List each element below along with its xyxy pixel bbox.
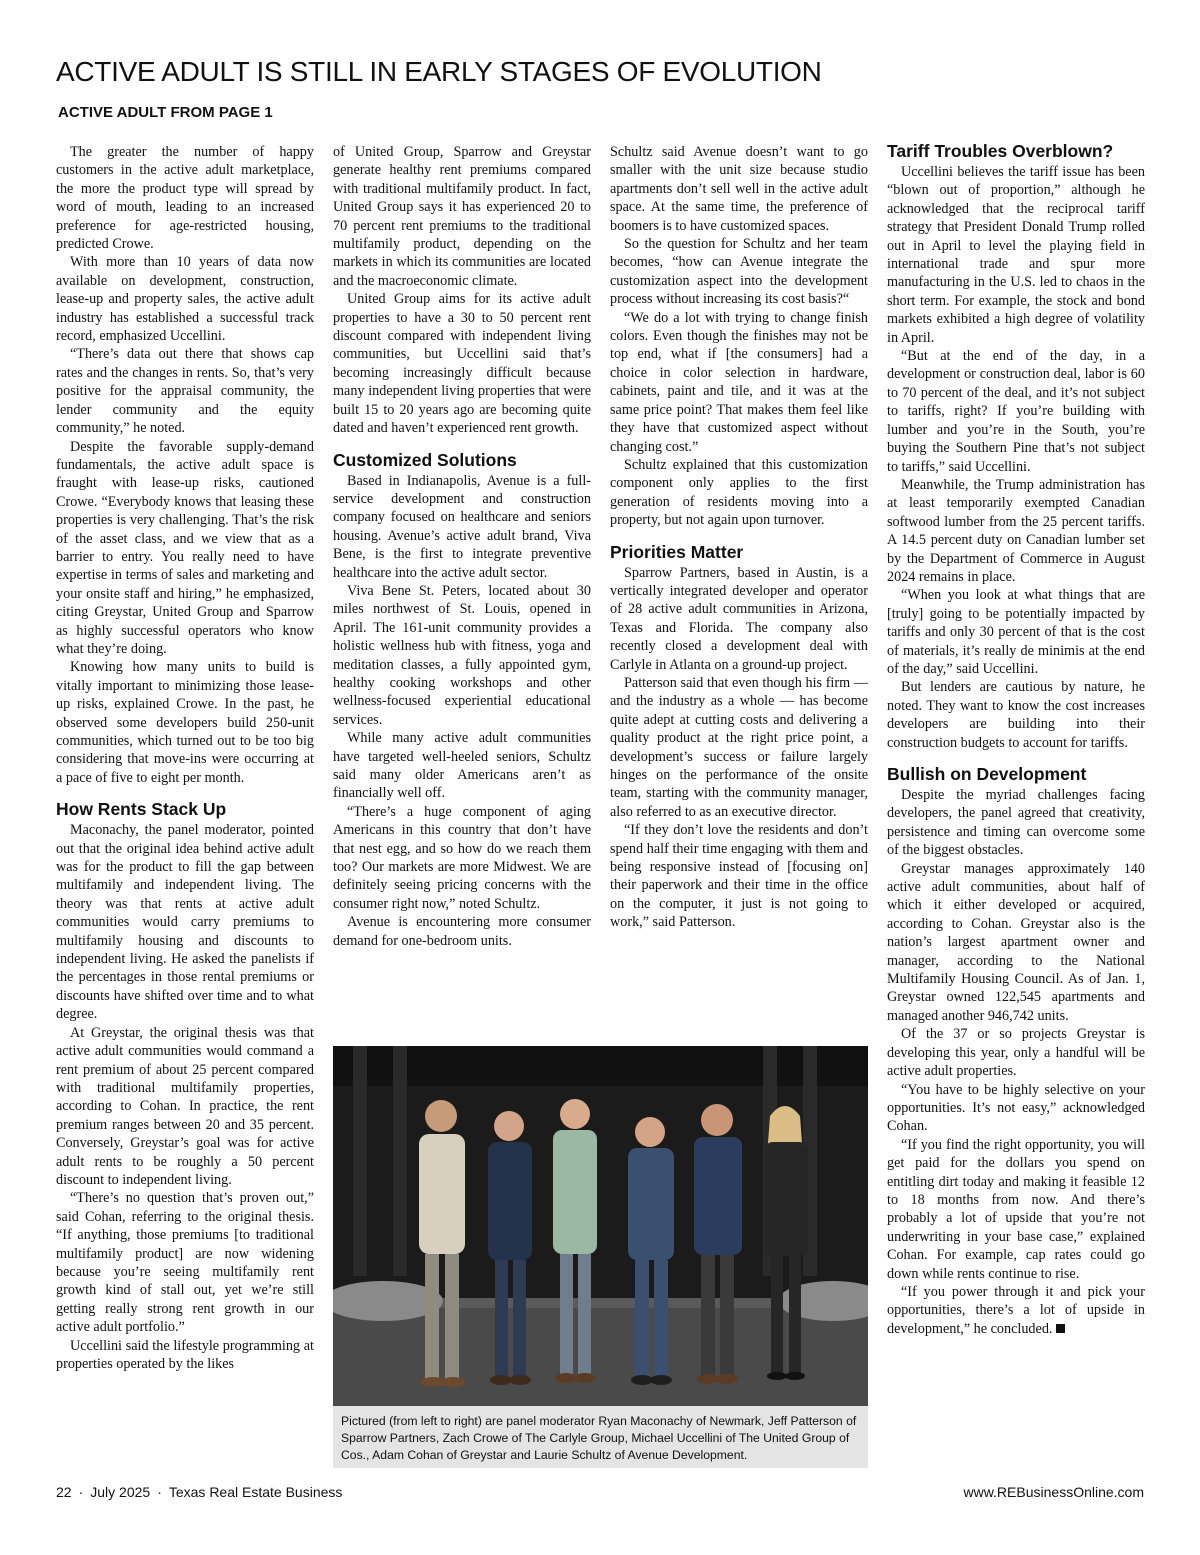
paragraph: The greater the number of happy customers in the active adult marketplace, the more the product type will spread by word of mouth, leading to an increased preference for age-restricted housing, predicted Crowe.: [56, 144, 314, 253]
footer-separator: ·: [78, 1484, 84, 1500]
publication-name: Texas Real Estate Business: [168, 1484, 343, 1500]
paragraph: “When you look at what things that are [truly] going to be potentially impacted by tariffs and only 30 percent of that is the cost of materials, it’s really de minimis at the end of the day,” said Uccellini.: [887, 587, 1145, 677]
paragraph: “You have to be highly selective on your opportunities. It’s not easy,” acknowledged Cohan.: [887, 1081, 1145, 1135]
paragraph: Schultz explained that this customization component only applies to the first generation of residents moving into a property, but not again upon turnover.: [610, 456, 868, 529]
paragraph: At Greystar, the original thesis was that active adult communities would command a rent premium of about 25 percent compared with traditional multifamily properties, according to Cohan. In practice, the rent premium ranges between 20 and 35 percent. Conversely, Greystar’s goal was for active adult rents to be roughly a 50 percent discount to independent living.: [56, 1024, 314, 1188]
photo-caption: Pictured (from left to right) are panel moderator Ryan Maconachy of Newmark, Jeff Patterson of Sparrow Partners, Zach Crowe of The Carlyle Group, Michael Uccellini of The United Group of Cos., Adam Cohan of Greystar and Laurie Schultz of Avenue Development.: [333, 1406, 868, 1468]
paragraph: “There’s no question that’s proven out,” said Cohan, referring to the original thesis. “If anything, those premiums [to traditional multifamily product] are now widening because you’re seeing multifamily rent growth kind of stall out, yet we’re still getting really strong rent growth in our active adult portfolio.”: [56, 1190, 314, 1336]
subhead-priorities-matter: Priorities Matter: [610, 541, 744, 562]
paragraph: Sparrow Partners, based in Austin, is a vertically integrated developer and operator of 28 active adult communities in Arizona, Texas and Florida. The company also recently closed a development deal with Carlyle in Atlanta on a ground-up project.: [610, 564, 868, 673]
subhead-customized-solutions: Customized Solutions: [333, 449, 517, 470]
paragraph: With more than 10 years of data now available on development, construction, lease-up and property sales, the active adult industry has established a successful track record, emphasized Uccellini.: [56, 254, 314, 345]
paragraph: Patterson said that even though his firm — and the industry as a whole — has become quite adept at cutting costs and delivering a quality product at the right price point, a development’s success or failure largely hinges on the performance of the onsite team, starting with the community manager, also referred to as an executive director.: [610, 674, 868, 820]
paragraph: Viva Bene St. Peters, located about 30 miles northwest of St. Louis, opened in April. The 161-unit community provides a holistic wellness hub with fitness, yoga and meditation classes, a fully appointed gym, healthy cooking workshops and other wellness-focused experiential educational services.: [333, 582, 591, 728]
paragraph: So the question for Schultz and her team becomes, “how can Avenue integrate the customization aspect into the development process without increasing its cost basis?“: [610, 236, 868, 308]
article-headline: ACTIVE ADULT IS STILL IN EARLY STAGES OF EVOLUTION: [56, 56, 822, 87]
paragraph: “If you find the right opportunity, you will get paid for the dollars you spend on entitling dirt today and making it feasible 12 to 18 months from now. And there’s probably a lot of upside that you’re not underwriting in your base case,” explained Cohan. For example, cap rates could go down while rents continue to rise.: [887, 1136, 1145, 1282]
subhead-how-rents-stack-up: How Rents Stack Up: [56, 799, 227, 820]
paragraph: United Group aims for its active adult properties to have a 30 to 50 percent rent discount compared with independent living communities, but Uccellini said that’s becoming increasingly difficult because many independent living properties that were built 15 to 20 years ago are becoming quite dated and haven’t experienced rent growth.: [333, 291, 591, 437]
paragraph: Avenue is encountering more consumer demand for one-bedroom units.: [333, 914, 591, 949]
paragraph: “We do a lot with trying to change finish colors. Even though the finishes may not be top end, what if [the consumers] had a choice in color selection in hardware, cabinets, paint and tile, and it was at the same price point? That makes them feel like they have that customized aspect without changing cost.”: [610, 309, 868, 455]
jump-line: ACTIVE ADULT FROM PAGE 1: [58, 104, 273, 121]
paragraph: of United Group, Sparrow and Greystar generate healthy rent premiums compared with traditional multifamily product. In fact, United Group says it has experienced 20 to 70 percent rent premiums to the traditional multifamily product, depending on the markets in which its communities are located and the macroeconomic climate.: [333, 144, 591, 289]
article-column-3: [610, 143, 868, 932]
subhead-bullish-on-development: Bullish on Development: [887, 764, 1087, 784]
paragraph: Despite the myriad challenges facing developers, the panel agreed that creativity, persistence and timing can overcome some of the biggest obstacles.: [887, 787, 1145, 859]
subhead-tariff-troubles: Tariff Troubles Overblown?: [887, 141, 1114, 161]
article-column-4: [887, 141, 1145, 1338]
page-number: 22: [56, 1484, 72, 1500]
footer-separator: ·: [157, 1484, 162, 1500]
paragraph: Despite the favorable supply-demand fundamentals, the active adult space is fraught with lease-up risks, cautioned Crowe. “Everybody knows that leasing these properties is very challenging. That’s the risk of the asset class, and we view that as a barrier to entry. You really need to have expertise in terms of sales and marketing and your onsite staff and hiring,” he emphasized, citing Greystar, United Group and Sparrow as highly successful operators who know what they’re doing.: [56, 438, 314, 657]
paragraph: “But at the end of the day, in a development or construction deal, labor is 60 to 70 percent of the deal, and it’s not subject to tariffs, right? If you’re building with lumber and you’re in the South, you’re buying the Southern Pine that’s not subject to tariffs,” said Uccellini.: [887, 348, 1145, 475]
paragraph: Greystar manages approximately 140 active adult communities, about half of which it either developed or acquired, according to Cohan. Greystar also is the nation’s largest apartment owner and manager, according to the National Multifamily Housing Council. As of Jan. 1, Greystar owned 122,545 apartments and managed another 946,742 units.: [887, 860, 1145, 1024]
paragraph: Uccellini said the lifestyle programming at properties operated by the likes: [56, 1337, 314, 1372]
paragraph: Schultz said Avenue doesn’t want to go smaller with the unit size because studio apartments don’t sell well in the active adult space. At the same time, the preference of boomers is to have customized spaces.: [610, 144, 868, 234]
article-column-1: [56, 143, 314, 1373]
website-link[interactable]: www.REBusinessOnline.com: [963, 1484, 1144, 1500]
article-column-2: [333, 143, 591, 950]
paragraph: Meanwhile, the Trump administration has at least temporarily exempted Canadian softwood lumber from the 25 percent tariffs. A 14.5 percent duty on Canadian lumber set by the Department of Commerce in August 2024 remains in place.: [887, 476, 1145, 585]
paragraph: But lenders are cautious by nature, he noted. They want to know the cost increases developers are building into their construction budgets to account for tariffs.: [887, 679, 1145, 751]
paragraph: While many active adult communities have targeted well-heeled seniors, Schultz said many older Americans aren’t as financially well off.: [333, 730, 591, 802]
paragraph: Maconachy, the panel moderator, pointed out that the original idea behind active adult was for the product to fill the gap between multifamily and independent living. The theory was that rents at active adult communities would carry premiums to multifamily housing and discounts to independent living. He asked the panelists if the percentages in those rental premiums or discounts have shifted over time and to what degree.: [56, 822, 314, 1023]
paragraph: Of the 37 or so projects Greystar is developing this year, only a handful will be active adult properties.: [887, 1026, 1145, 1080]
last-paragraph: [887, 1283, 1145, 1338]
paragraph: Based in Indianapolis, Avenue is a full-service development and construction company focused on healthcare and seniors housing. Avenue’s active adult brand, Viva Bene, is the first to integrate preventive healthcare into the active adult sector.: [333, 472, 591, 581]
paragraph: “There’s a huge component of aging Americans in this country that don’t have that nest egg, and so how do we reach them too? Our markets are more Midwest. We are definitely seeing pricing concerns with the consumer right now,” noted Schultz.: [333, 803, 591, 912]
end-mark-icon: [1056, 1324, 1065, 1333]
paragraph-text: “If you power through it and pick your opportunities, there’s a lot of upside in development,” he concluded.: [887, 1283, 1145, 1337]
paragraph: Uccellini believes the tariff issue has been “blown out of proportion,” although he acknowledged that the reciprocal tariff strategy that President Donald Trump rolled out in April to level the playing field in international trade and spur more manufacturing in the U.S. led to chaos in the short term. For example, the stock and bond markets exhibited a high degree of volatility in April.: [887, 164, 1145, 346]
panel-group-photo: [333, 1046, 868, 1406]
issue-date: July 2025: [90, 1484, 151, 1500]
page-footer-left: [56, 1484, 342, 1500]
paragraph: Knowing how many units to build is vitally important to minimizing those lease-up risks, explained Crowe. In the past, he observed some developers build 250-unit communities, which turned out to be too big considering that move-ins were occurring at a pace of five to eight per month.: [56, 659, 314, 786]
paragraph: “If they don’t love the residents and don’t spend half their time engaging with them and being responsive instead of [focusing on] their paperwork and their time in the office on the computer, it just is not going to work,” said Patterson.: [610, 822, 868, 931]
paragraph: “There’s data out there that shows cap rates and the changes in rents. So, that’s very positive for the appraisal community, the lender community and the equity community,” he noted.: [56, 346, 314, 437]
